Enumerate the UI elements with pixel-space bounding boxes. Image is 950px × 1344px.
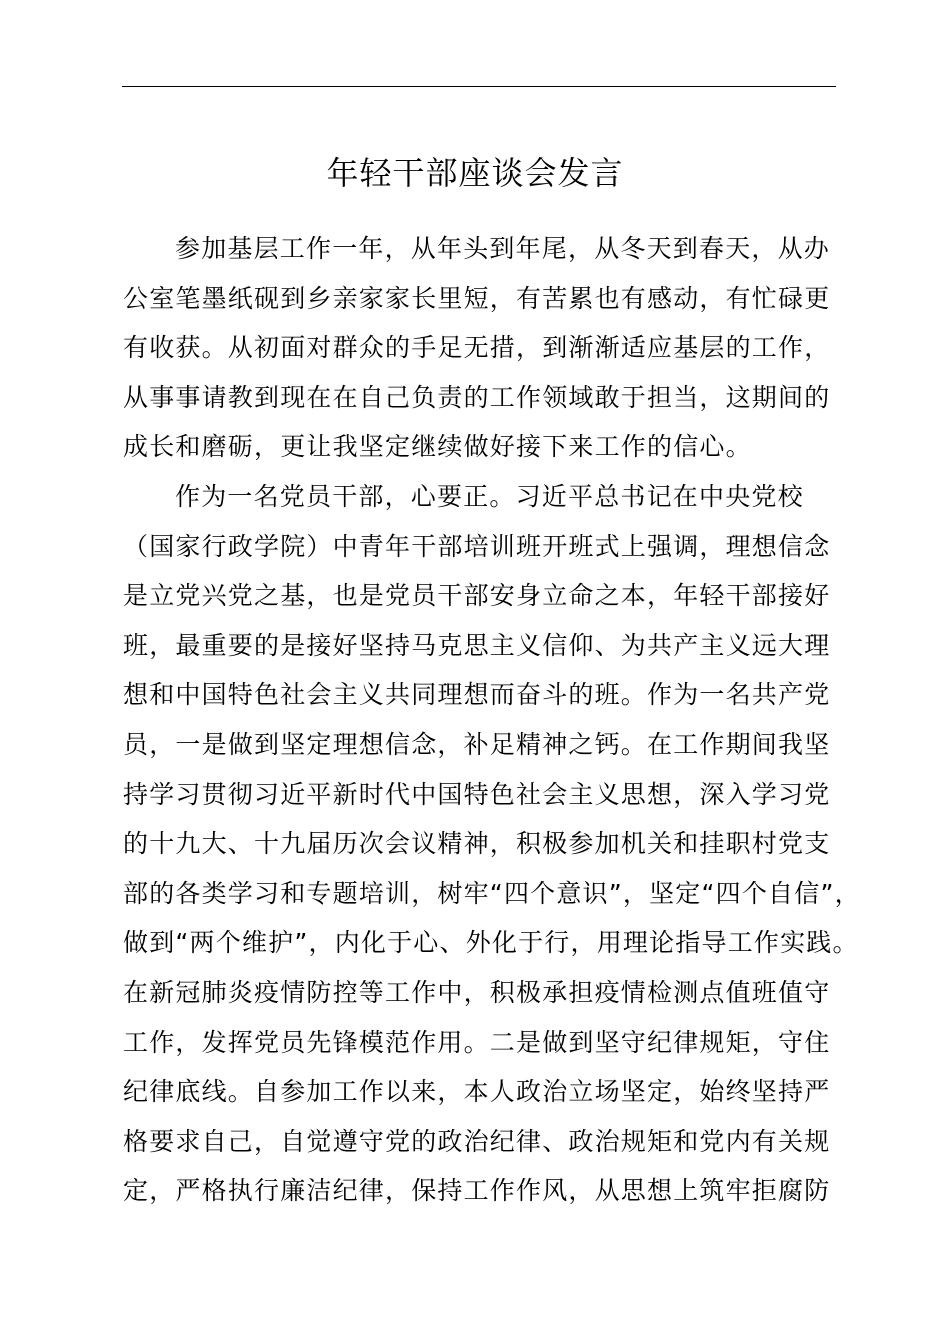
- document-body: [123, 224, 861, 1216]
- paragraph-line: 班，最重要的是接好坚持马克思主义信仰、为共产主义远大理: [123, 630, 831, 660]
- paragraph-line: 成长和磨砺，更让我坚定继续做好接下来工作的信心。: [123, 432, 752, 462]
- paragraph-line: 格要求自己，自觉遵守党的政治纪律、政治规矩和党内有关规: [123, 1126, 831, 1156]
- paragraph-1: [123, 224, 837, 472]
- header-rule: [122, 86, 836, 87]
- paragraph-line: （国家行政学院）中青年干部培训班开班式上强调，理想信念: [123, 531, 831, 561]
- paragraph-line: 作为一名党员干部，心要正。习近平总书记在中央党校: [175, 481, 804, 511]
- paragraph-line: 持学习贯彻习近平新时代中国特色社会主义思想，深入学习党: [123, 779, 831, 809]
- paragraph-line: 做到“两个维护”，内化于心、外化于行，用理论指导工作实践。: [123, 928, 859, 958]
- paragraph-line: 是立党兴党之基，也是党员干部安身立命之本，年轻干部接好: [123, 581, 831, 611]
- paragraph-line: 定，严格执行廉洁纪律，保持工作作风，从思想上筑牢拒腐防: [123, 1176, 831, 1206]
- paragraph-line: 参加基层工作一年，从年头到年尾，从冬天到春天，从办: [175, 234, 831, 263]
- paragraph-line: 有收获。从初面对群众的手足无措，到渐渐适应基层的工作，: [123, 333, 831, 363]
- paragraph-line: 工作，发挥党员先锋模范作用。二是做到坚守纪律规矩，守住: [123, 1027, 831, 1057]
- paragraph-line: 部的各类学习和专题培训，树牢“四个意识”，坚定“四个自信”，: [123, 878, 861, 908]
- paragraph-line: 想和中国特色社会主义共同理想而奋斗的班。作为一名共产党: [123, 680, 831, 710]
- paragraph-line: 的十九大、十九届历次会议精神，积极参加机关和挂职村党支: [123, 829, 831, 859]
- paragraph-line: 员，一是做到坚定理想信念，补足精神之钙。在工作期间我坚: [123, 729, 831, 759]
- paragraph-line: 公室笔墨纸砚到乡亲家家长里短，有苦累也有感动，有忙碌更: [123, 283, 831, 313]
- paragraph-line: 纪律底线。自参加工作以来，本人政治立场坚定，始终坚持严: [123, 1077, 831, 1107]
- paragraph-line: 在新冠肺炎疫情防控等工作中，积极承担疫情检测点值班值守: [123, 977, 831, 1007]
- paragraph-line: 从事事请教到现在在自己负责的工作领域敢于担当，这期间的: [123, 382, 831, 412]
- paragraph-2: [123, 472, 861, 1216]
- document-title: 年轻干部座谈会发言: [326, 154, 624, 192]
